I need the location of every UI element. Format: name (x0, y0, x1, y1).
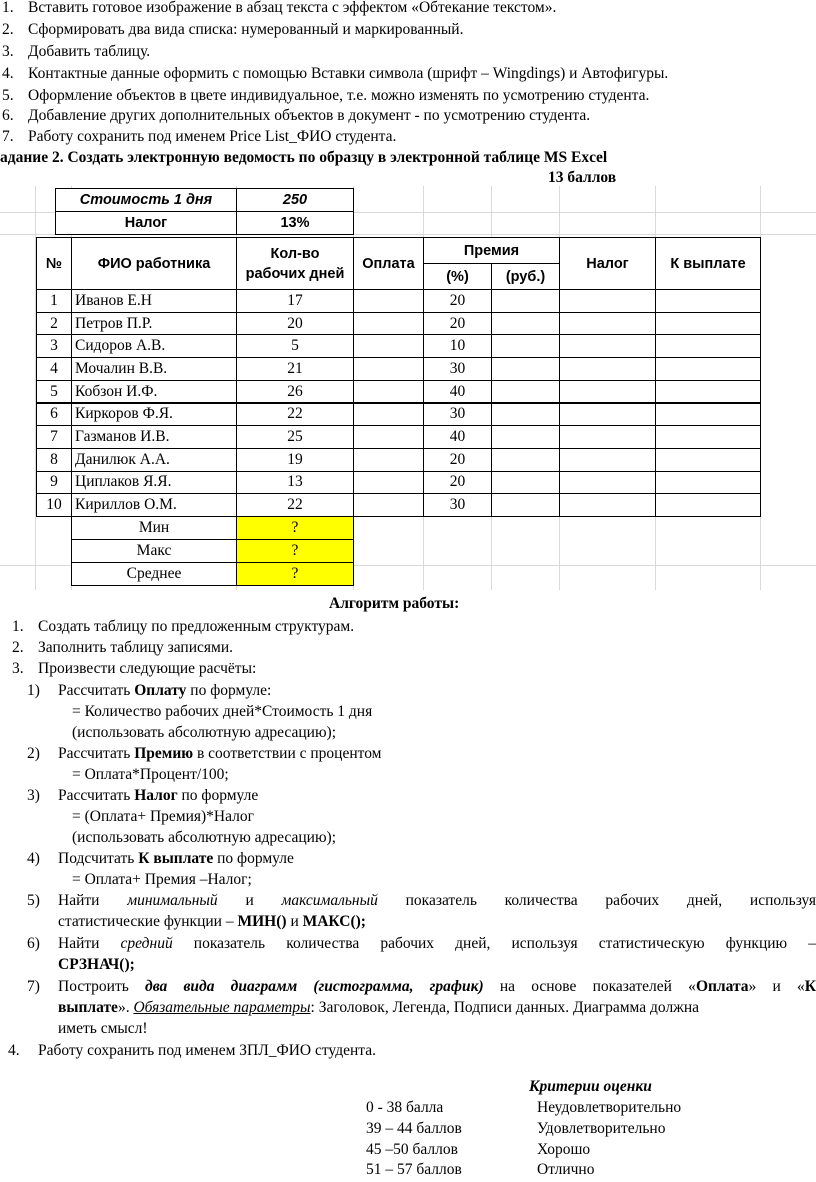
row-number: 2 (36, 312, 72, 336)
work-days: 25 (236, 425, 354, 449)
criteria-range: 39 – 44 баллов (366, 1120, 462, 1137)
substep-number: 2) (27, 745, 40, 762)
substep-5-cont: статистические функции – МИН() и МАКС(); (58, 913, 366, 930)
row-number: 3 (36, 334, 72, 358)
cost-value: 250 (236, 188, 354, 212)
employee-name: Мочалин В.В. (71, 357, 237, 381)
step-number: 4. (8, 1042, 20, 1059)
bonus-rub (491, 312, 560, 336)
header-days-line1: Кол-во (270, 245, 320, 262)
bonus-rub (491, 448, 560, 472)
note: (использовать абсолютную адресацию); (72, 724, 337, 741)
spreadsheet (0, 186, 816, 590)
formula: = Оплата*Процент/100; (72, 766, 229, 783)
list-item: Сформировать два вида списка: нумерованный и маркированный. (28, 21, 464, 38)
bonus-pct: 10 (423, 334, 492, 358)
row-number: 9 (36, 471, 72, 495)
substep-number: 1) (27, 682, 40, 699)
list-item: Добавление других дополнительных объектов в документ - по усмотрению студента. (28, 107, 591, 124)
row-number: 5 (36, 380, 72, 404)
list-number: 3. (2, 43, 14, 60)
stat-label-min: Мин (71, 516, 237, 540)
header-payout: К выплате (655, 237, 761, 290)
payout-cell (655, 380, 761, 404)
employee-name: Данилюк А.А. (71, 448, 237, 472)
payout-cell (655, 357, 761, 381)
pay-cell (353, 448, 424, 472)
payout-cell (655, 493, 761, 517)
tax-cell (559, 380, 656, 404)
work-days: 13 (236, 471, 354, 495)
pay-cell (353, 403, 424, 427)
work-days: 5 (236, 334, 354, 358)
criteria-grade: Удовлетворительно (537, 1120, 666, 1137)
bonus-rub (491, 425, 560, 449)
bonus-pct: 20 (423, 289, 492, 313)
work-days: 19 (236, 448, 354, 472)
header-no: № (36, 237, 72, 290)
employee-name: Кириллов О.М. (71, 493, 237, 517)
bonus-pct: 20 (423, 312, 492, 336)
substep-6: Найти средний показатель количества рабочих дней, используя статистическую функцию – (58, 935, 816, 952)
tax-value: 13% (236, 211, 354, 235)
bonus-pct: 30 (423, 403, 492, 427)
step-text: Создать таблицу по предложенным структурам. (38, 618, 355, 635)
list-item: Вставить готовое изображение в абзац текста с эффектом «Обтекание текстом». (28, 0, 557, 16)
bonus-rub (491, 334, 560, 358)
row-number: 1 (36, 289, 72, 313)
task2-title: адание 2. Создать электронную ведомость по образцу в электронной таблице MS Excel (0, 149, 608, 166)
header-name: ФИО работника (71, 237, 237, 290)
criteria-grade: Отлично (537, 1161, 595, 1178)
tax-cell (559, 289, 656, 313)
list-item: Контактные данные оформить с помощью Вставки символа (шрифт – Wingdings) и Автофигуры. (28, 65, 669, 82)
substep-1: Рассчитать Оплату по формуле: (58, 682, 272, 699)
list-item: Добавить таблицу. (28, 43, 151, 60)
step-text: Работу сохранить под именем ЗПЛ_ФИО студента. (38, 1042, 376, 1059)
list-number: 4. (2, 65, 14, 82)
work-days: 20 (236, 312, 354, 336)
formula: = Оплата+ Премия –Налог; (72, 871, 252, 888)
bonus-pct: 40 (423, 425, 492, 449)
list-number: 1. (2, 0, 14, 16)
list-item: Оформление объектов в цвете индивидуальное, т.е. можно изменять по усмотрению студента. (28, 87, 650, 104)
algorithm-title: Алгоритм работы: (329, 595, 460, 612)
stat-value-min: ? (236, 516, 354, 540)
bonus-pct: 20 (423, 448, 492, 472)
employee-name: Циплаков Я.Я. (71, 471, 237, 495)
note: (использовать абсолютную адресацию); (72, 829, 337, 846)
formula: = Количество рабочих дней*Стоимость 1 дня (72, 703, 373, 720)
criteria-title: Критерии оценки (529, 1078, 652, 1095)
criteria-grade: Хорошо (537, 1141, 591, 1158)
step-number: 1. (12, 618, 24, 635)
header-tax: Налог (559, 237, 656, 290)
formula: = (Оплата+ Премия)*Налог (72, 808, 254, 825)
cost-label: Стоимость 1 дня (55, 188, 237, 212)
pay-cell (353, 312, 424, 336)
substep-7: Построить два вида диаграмм (гистограмма, график) на основе показателей «Оплата» и «К (58, 978, 816, 995)
employee-name: Киркоров Ф.Я. (71, 403, 237, 427)
list-number: 7. (2, 128, 14, 145)
criteria-range: 0 - 38 балла (366, 1099, 444, 1116)
pay-cell (353, 380, 424, 404)
pay-cell (353, 289, 424, 313)
work-days: 22 (236, 493, 354, 517)
row-number: 8 (36, 448, 72, 472)
list-number: 5. (2, 87, 14, 104)
row-number: 4 (36, 357, 72, 381)
pay-cell (353, 493, 424, 517)
criteria-range: 45 –50 баллов (366, 1141, 458, 1158)
payout-cell (655, 471, 761, 495)
payout-cell (655, 403, 761, 427)
pay-cell (353, 425, 424, 449)
payout-cell (655, 312, 761, 336)
bonus-rub (491, 403, 560, 427)
substep-7-cont: выплате». Обязательные параметры: Заголовок, Легенда, Подписи данных. Диаграмма должна (58, 999, 700, 1016)
header-days-line2: рабочих дней (245, 265, 345, 282)
substep-6-cont: СРЗНАЧ(); (58, 956, 135, 973)
tax-cell (559, 448, 656, 472)
substep-4: Подсчитать К выплате по формуле (58, 850, 294, 867)
bonus-rub (491, 471, 560, 495)
substep-number: 3) (27, 787, 40, 804)
bonus-rub (491, 289, 560, 313)
header-bonus-rub: (руб.) (491, 263, 560, 290)
stat-value-avg: ? (236, 562, 354, 586)
payout-cell (655, 425, 761, 449)
tax-cell (559, 334, 656, 358)
substep-number: 5) (27, 892, 40, 909)
substep-5: Найти минимальный и максимальный показатель количества рабочих дней, используя (58, 892, 816, 909)
tax-cell (559, 493, 656, 517)
list-number: 2. (2, 21, 14, 38)
stat-label-avg: Среднее (71, 562, 237, 586)
substep-number: 7) (27, 978, 40, 995)
work-days: 17 (236, 289, 354, 313)
payout-cell (655, 448, 761, 472)
bonus-rub (491, 493, 560, 517)
pay-cell (353, 471, 424, 495)
tax-label: Налог (55, 211, 237, 235)
bonus-pct: 30 (423, 493, 492, 517)
stat-value-max: ? (236, 539, 354, 563)
header-bonus-pct: (%) (423, 263, 492, 290)
employee-name: Петров П.Р. (71, 312, 237, 336)
stat-label-max: Макс (71, 539, 237, 563)
bonus-rub (491, 380, 560, 404)
criteria-grade: Неудовлетворительно (537, 1099, 682, 1116)
row-number: 10 (36, 493, 72, 517)
list-number: 6. (2, 107, 14, 124)
step-number: 3. (12, 660, 24, 677)
work-days: 21 (236, 357, 354, 381)
step-text: Произвести следующие расчёты: (38, 660, 257, 677)
tax-cell (559, 357, 656, 381)
row-number: 6 (36, 403, 72, 427)
employee-name: Иванов Е.Н (71, 289, 237, 313)
substep-3: Рассчитать Налог по формуле (58, 787, 259, 804)
bonus-pct: 30 (423, 357, 492, 381)
pay-cell (353, 357, 424, 381)
tax-cell (559, 312, 656, 336)
employee-name: Газманов И.В. (71, 425, 237, 449)
payout-cell (655, 334, 761, 358)
row-number: 7 (36, 425, 72, 449)
tax-cell (559, 403, 656, 427)
task2-points: 13 баллов (548, 169, 617, 186)
substep-number: 4) (27, 850, 40, 867)
step-text: Заполнить таблицу записями. (38, 639, 233, 656)
pay-cell (353, 334, 424, 358)
bonus-pct: 40 (423, 380, 492, 404)
list-item: Работу сохранить под именем Price List_ФИО студента. (28, 128, 397, 145)
payout-cell (655, 289, 761, 313)
substep-7-cont: иметь смысл! (58, 1020, 148, 1037)
header-bonus: Премия (423, 237, 560, 264)
employee-name: Кобзон И.Ф. (71, 380, 237, 404)
bonus-rub (491, 357, 560, 381)
bonus-pct: 20 (423, 471, 492, 495)
header-pay: Оплата (353, 237, 424, 290)
employee-name: Сидоров А.В. (71, 334, 237, 358)
work-days: 26 (236, 380, 354, 404)
tax-cell (559, 471, 656, 495)
step-number: 2. (12, 639, 24, 656)
criteria-range: 51 – 57 баллов (366, 1161, 462, 1178)
tax-cell (559, 425, 656, 449)
substep-2: Рассчитать Премию в соответствии с процентом (58, 745, 382, 762)
work-days: 22 (236, 403, 354, 427)
substep-number: 6) (27, 935, 40, 952)
header-days (236, 237, 354, 290)
